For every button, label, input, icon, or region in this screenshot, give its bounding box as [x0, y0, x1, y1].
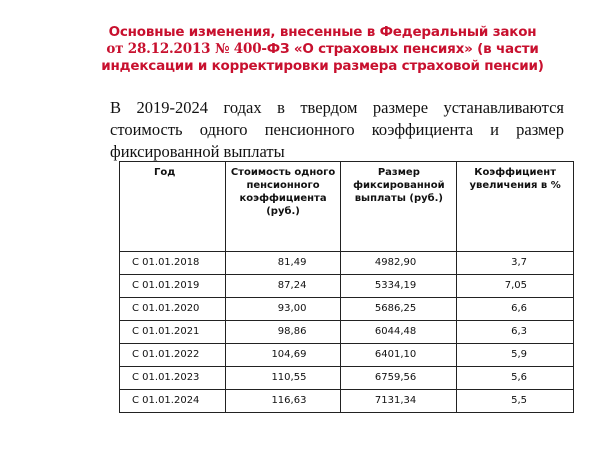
lead-line-3: фиксированной выплаты [110, 142, 285, 161]
cell-coef: 7,05 [457, 275, 574, 298]
table-row [120, 275, 574, 298]
header-fixed: Размер фиксированной выплаты (руб.) [341, 162, 457, 252]
cell-year: С 01.01.2024 [120, 390, 226, 413]
cell-coef: 6,3 [457, 321, 574, 344]
cell-fixed: 6044,48 [341, 321, 457, 344]
table-row [120, 344, 574, 367]
cell-cost: 116,63 [225, 390, 341, 413]
table-header-row [120, 162, 574, 252]
slide-title-line-3: индексации и корректировки размера страховой пенсии) [101, 58, 544, 74]
cell-coef: 5,9 [457, 344, 574, 367]
lead-paragraph [110, 97, 564, 163]
cell-cost: 81,49 [225, 252, 341, 275]
cell-fixed: 5334,19 [341, 275, 457, 298]
cell-fixed: 5686,25 [341, 298, 457, 321]
cell-cost: 98,86 [225, 321, 341, 344]
table-row [120, 321, 574, 344]
table-row [120, 298, 574, 321]
cell-coef: 3,7 [457, 252, 574, 275]
pension-table [119, 161, 574, 413]
cell-year: С 01.01.2021 [120, 321, 226, 344]
header-year: Год [120, 162, 226, 252]
slide-title-law-name: -ФЗ «О страховых пенсиях» (в части [261, 41, 539, 57]
cell-cost: 110,55 [225, 367, 341, 390]
cell-fixed: 6401,10 [341, 344, 457, 367]
cell-coef: 5,6 [457, 367, 574, 390]
slide-title-law-number: от 28.12.2013 № 400 [106, 41, 262, 57]
cell-year: С 01.01.2022 [120, 344, 226, 367]
table-row [120, 390, 574, 413]
header-coef: Коэффициент увеличения в % [457, 162, 574, 252]
table-row [120, 367, 574, 390]
cell-fixed: 7131,34 [341, 390, 457, 413]
slide-title-line-1: Основные изменения, внесенные в Федеральный закон [108, 24, 537, 40]
cell-year: С 01.01.2020 [120, 298, 226, 321]
table-row [120, 252, 574, 275]
cell-fixed: 6759,56 [341, 367, 457, 390]
header-cost: Стоимость одного пенсионного коэффициента (руб.) [225, 162, 341, 252]
cell-year: С 01.01.2023 [120, 367, 226, 390]
cell-fixed: 4982,90 [341, 252, 457, 275]
cell-year: С 01.01.2019 [120, 275, 226, 298]
lead-line-1: В 2019-2024 годах в твердом размере устанавливаются [110, 98, 564, 117]
cell-cost: 87,24 [225, 275, 341, 298]
cell-cost: 104,69 [225, 344, 341, 367]
slide-title [70, 24, 575, 75]
cell-cost: 93,00 [225, 298, 341, 321]
slide-title-line-2 [70, 41, 575, 58]
lead-line-2: стоимость одного пенсионного коэффициента и размер [110, 120, 564, 139]
cell-year: С 01.01.2018 [120, 252, 226, 275]
cell-coef: 5,5 [457, 390, 574, 413]
cell-coef: 6,6 [457, 298, 574, 321]
table-body [120, 252, 574, 413]
